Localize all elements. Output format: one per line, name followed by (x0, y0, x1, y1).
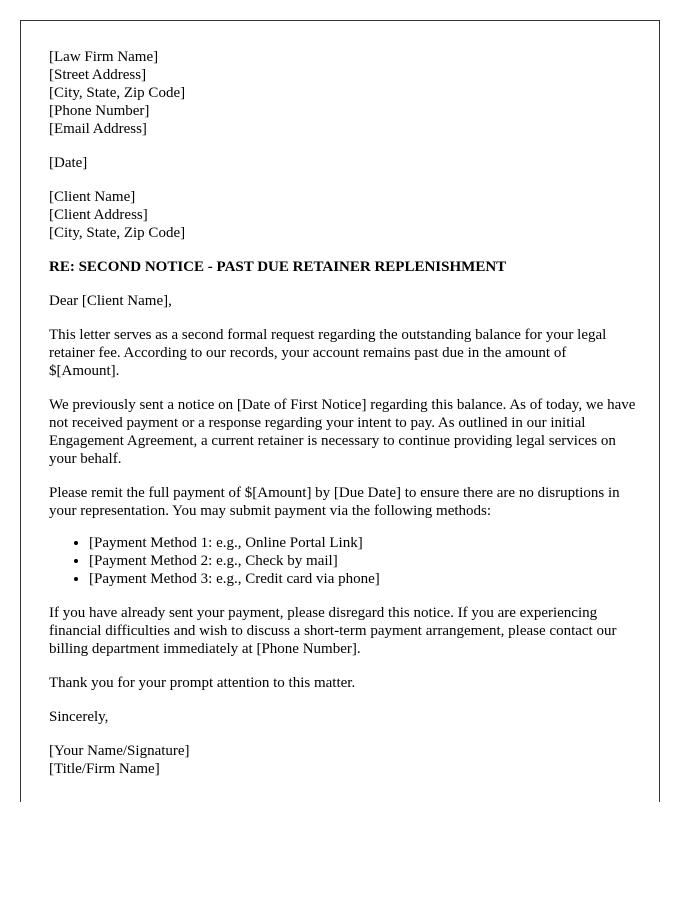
list-item: • [Payment Method 1: e.g., Online Portal Link] (89, 534, 639, 552)
paragraph-outstanding-balance: This letter serves as a second formal request regarding the outstanding balance for your legal retainer fee. According to our records, your account remains past due in the amount of $[Amount]. (49, 327, 607, 379)
recipient-address: [Client Address] (49, 207, 148, 223)
recipient-name: [Client Name] (49, 189, 136, 205)
salutation: Dear [Client Name], (49, 293, 172, 309)
list-item: • [Payment Method 3: e.g., Credit card via phone] (89, 570, 639, 588)
payment-methods-list (49, 534, 639, 588)
subject-line: RE: SECOND NOTICE - PAST DUE RETAINER REPLENISHMENT (49, 259, 507, 275)
letter-body (49, 48, 639, 794)
sender-street: [Street Address] (49, 67, 147, 83)
letter-date: [Date] (49, 155, 88, 171)
signature-title: [Title/Firm Name] (49, 761, 160, 777)
sender-email: [Email Address] (49, 121, 147, 137)
sender-address-block (49, 48, 639, 138)
date-block (49, 154, 639, 172)
sender-firm-name: [Law Firm Name] (49, 49, 159, 65)
sender-phone: [Phone Number] (49, 103, 150, 119)
signoff: Sincerely, (49, 709, 109, 725)
list-item: • [Payment Method 2: e.g., Check by mail] (89, 552, 639, 570)
recipient-address-block (49, 188, 639, 242)
recipient-city-state-zip: [City, State, Zip Code] (49, 225, 186, 241)
signature-name: [Your Name/Signature] (49, 743, 190, 759)
paragraph-remit-payment: Please remit the full payment of $[Amount] by [Due Date] to ensure there are no disruptions in your representation. You may submit payment via the following methods: (49, 485, 620, 519)
sender-city-state-zip: [City, State, Zip Code] (49, 85, 186, 101)
paragraph-disregard-notice: If you have already sent your payment, please disregard this notice. If you are experiencing financial difficulties and wish to discuss a short-term payment arrangement, please contact our billing department immediately at [Phone Number]. (49, 605, 617, 657)
paragraph-thank-you: Thank you for your prompt attention to this matter. (49, 675, 356, 691)
paragraph-previous-notice: We previously sent a notice on [Date of First Notice] regarding this balance. As of today, we have not received payment or a response regarding your intent to pay. As outlined in our initial Engagement Agreement, a current retainer is necessary to continue providing legal services on your behalf. (49, 397, 636, 467)
signature-block (49, 742, 639, 778)
